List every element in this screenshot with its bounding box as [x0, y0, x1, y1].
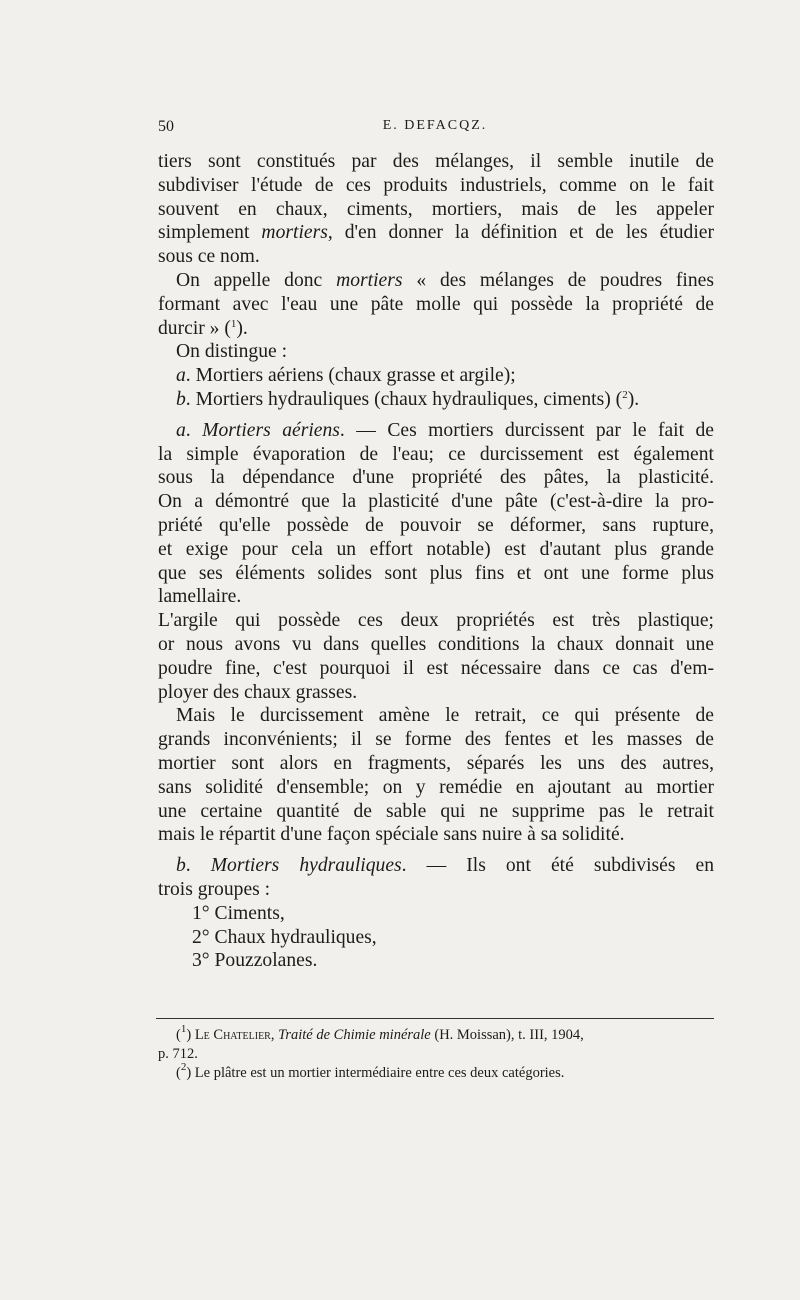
section-letter: b [176, 855, 186, 877]
text-line: On a démontré que la plasticité d'une pâte (c'est-à-dire la pro- [158, 491, 714, 513]
text-line: une certaine quantité de sable qui ne supprime pas le retrait [158, 800, 714, 822]
text-line: subdiviser l'étude de ces produits industriels, comme on le fait [158, 174, 714, 196]
text-run: simplement [158, 222, 262, 244]
text-line: or nous avons vu dans quelles conditions la chaux donnait une [158, 633, 714, 655]
text-line: la simple évaporation de l'eau; ce durcissement est également [158, 443, 714, 465]
text-run: . — Ils ont été subdivisés en [401, 855, 714, 877]
body-text [158, 150, 714, 973]
text-line: Mais le durcissement amène le retrait, ce qui présente de [176, 705, 714, 727]
text-line [158, 317, 714, 341]
text-run: « des mélanges de poudres fines [402, 269, 714, 291]
footnote-ref[interactable]: 2 [622, 388, 628, 401]
text-run: durcir » ( [158, 317, 231, 339]
list-item [158, 388, 714, 412]
text-line [158, 221, 714, 245]
text-line: formant avec l'eau une pâte molle qui possède la propriété de [158, 293, 714, 315]
text-run: ) [186, 1027, 195, 1043]
text-line: sous ce nom. [158, 246, 260, 268]
footnote-ref[interactable]: 1 [230, 317, 237, 330]
italic-term: mortiers [261, 222, 328, 244]
list-letter: b [176, 388, 186, 410]
section-heading-line [158, 419, 714, 443]
list-item: 1° Ciments, [192, 902, 285, 924]
list-item: 3° Pouzzolanes. [192, 950, 318, 972]
text-run: ). [236, 317, 248, 339]
text-run: ) Le plâtre est un mortier intermédiaire entre ces deux catégories. [186, 1065, 565, 1081]
text-line: tiers sont constitués par des mélanges, il semble inutile de [158, 151, 714, 172]
text-line: poudre fine, c'est pourquoi il est nécessaire dans ce cas d'em- [158, 657, 714, 679]
footnote-line [158, 1061, 714, 1083]
text-line: et exige pour cela un effort notable) est d'autant plus grande [158, 538, 714, 560]
text-run: (H. Moissan), t. III, 1904, [430, 1027, 584, 1043]
text-line: souvent en chaux, ciments, mortiers, mais de les appeler [158, 198, 714, 220]
text-run: . — Ces mortiers durcissent par le fait de [339, 419, 715, 441]
text-run: , [270, 1027, 279, 1043]
footnote-author: Le Chatelier [194, 1027, 271, 1043]
text-line [158, 269, 714, 293]
section-title: Mortiers aériens [202, 419, 340, 441]
footnote-divider [156, 1018, 714, 1019]
footnotes [158, 1023, 714, 1083]
text-line: L'argile qui possède ces deux propriétés est très plastique; [158, 610, 714, 632]
text-line: mortier sont alors en fragments, séparés les uns des autres, [158, 752, 714, 774]
page-number: 50 [158, 118, 174, 135]
text-run: ( [176, 1027, 181, 1043]
text-line: lamellaire. [158, 586, 242, 608]
text-line: grands inconvénients; il se forme des fentes et les masses de [158, 729, 714, 751]
footnote-line [158, 1023, 714, 1045]
list-item [158, 364, 714, 388]
italic-term: mortiers [336, 269, 403, 291]
text-run: . [185, 419, 203, 441]
text-line: priété qu'elle possède de pouvoir se déformer, sans rupture, [158, 514, 714, 536]
list-letter: a [176, 365, 186, 387]
text-run: . Mortiers aériens (chaux grasse et argile); [185, 365, 516, 387]
text-run: On appelle donc [176, 269, 337, 291]
footnote-line: p. 712. [158, 1046, 198, 1062]
footnote-title: Traité de Chimie minérale [278, 1027, 431, 1043]
text-run: . [185, 855, 211, 877]
running-head: E. DEFACQZ. [382, 118, 488, 133]
footnote-marker: 1 [180, 1023, 187, 1035]
list-item: 2° Chaux hydrauliques, [192, 926, 377, 948]
section-heading-line [158, 854, 714, 878]
text-run: ). [627, 388, 640, 410]
section-letter: a [176, 419, 186, 441]
text-line: mais le répartit d'une façon spéciale sans nuire à sa solidité. [158, 824, 625, 846]
text-line: sous la dépendance d'une propriété des pâtes, la plasticité. [158, 467, 714, 489]
text-line: On distingue : [176, 341, 288, 363]
text-run: . Mortiers hydrauliques (chaux hydrauliques, ciments) ( [185, 388, 623, 410]
text-run: ( [176, 1065, 181, 1081]
text-line: trois groupes : [158, 878, 271, 900]
section-title: Mortiers hydrauliques [210, 855, 402, 877]
text-line: sans solidité d'ensemble; on y remédie en ajoutant au mortier [158, 776, 714, 798]
footnote-marker: 2 [180, 1061, 187, 1073]
text-run: , d'en donner la définition et de les étudier [327, 222, 714, 244]
text-line: que ses éléments solides sont plus fins et ont une forme plus [158, 562, 714, 584]
text-line: ployer des chaux grasses. [158, 681, 358, 703]
page-header [158, 118, 712, 144]
